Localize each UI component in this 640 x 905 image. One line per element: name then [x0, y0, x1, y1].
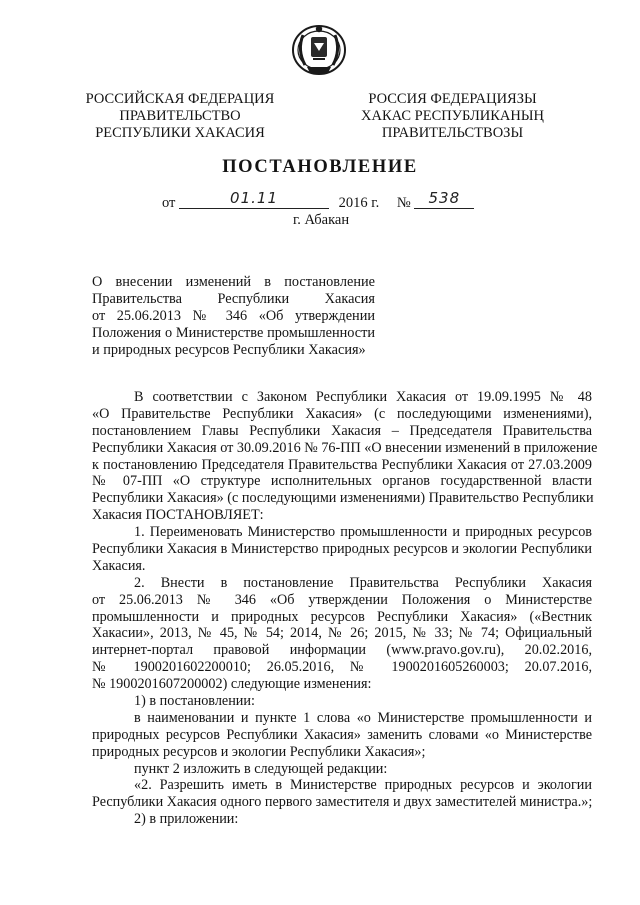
body-line: в наименовании и пункте 1 слова «о Министерстве промышленности и — [134, 709, 592, 726]
header-left-line: РЕСПУБЛИКИ ХАКАСИЯ — [95, 125, 265, 141]
body-line: № 07-ПП «О структуре исполнительных органов государственной власти — [92, 473, 592, 490]
header-right-line: РОССИЯ ФЕДЕРАЦИЯЗЫ — [368, 91, 537, 107]
body-line: от 25.06.2013 № 346 «Об утверждении Положения о Министерстве — [92, 591, 592, 608]
body-line: постановлением Главы Республики Хакасия – Председателя Правительства — [92, 422, 592, 439]
subject-line: и природных ресурсов Республики Хакасия» — [92, 342, 366, 358]
body-line: 2) в приложении: — [134, 811, 239, 828]
body-line: Республики Хакасия» (с последующими изменениями) Правительство Республики — [92, 490, 594, 507]
date-number-line — [162, 189, 474, 212]
city-label: г. Абакан — [293, 212, 350, 228]
header-left-line: ПРАВИТЕЛЬСТВО — [119, 108, 241, 124]
body-line: природных ресурсов и экологии Республики Хакасия»; — [92, 743, 426, 760]
subject-line: Правительства Республики Хакасия — [92, 291, 375, 307]
body-line: «О Правительстве Республики Хакасия» (с последующими изменениями), — [92, 405, 592, 422]
document-title: ПОСТАНОВЛЕНИЕ — [222, 157, 418, 177]
body-line: Хакасия. — [92, 557, 146, 574]
header-right-line: ХАКАС РЕСПУБЛИКАНЫҢ — [361, 108, 544, 124]
header-right-line: ПРАВИТЕЛЬСТВОЗЫ — [381, 125, 524, 141]
body-line: природных ресурсов Республики Хакасия» заменить словами «о Министерстве — [92, 726, 592, 743]
body-line: Республики Хакасия в Министерство природных ресурсов и экологии Республики — [92, 541, 592, 558]
body-line: Республики Хакасия одного первого заместителя и двух заместителей министра.»; — [92, 794, 593, 811]
body-text — [92, 389, 598, 828]
body-line: Хакасия ПОСТАНОВЛЯЕТ: — [92, 507, 264, 524]
body-line: промышленности и природных ресурсов Республики Хакасия» («Вестник — [92, 608, 592, 625]
body-line: Республики Хакасия от 30.09.2016 № 76-ПП «О внесении изменений в приложение — [92, 439, 598, 456]
body-line: № 1900201607200002) следующие изменения: — [92, 676, 372, 693]
date-field — [179, 189, 329, 209]
body-line: В соответствии с Законом Республики Хакасия от 19.09.1995 № 48 — [134, 389, 592, 405]
number-sign: № — [396, 195, 411, 211]
body-line: 1) в постановлении: — [134, 693, 255, 710]
header-left-block — [85, 91, 275, 142]
header-left-line: РОССИЙСКАЯ ФЕДЕРАЦИЯ — [85, 91, 275, 107]
subject-line: от 25.06.2013 № 346 «Об утверждении — [92, 308, 375, 324]
body-line: «2. Разрешить иметь в Министерстве природных ресурсов и экологии — [134, 777, 592, 794]
coat-of-arms-emblem — [287, 21, 351, 77]
body-line: к постановлению Председателя Правительства Республики Хакасия от 27.03.2009 — [92, 456, 592, 473]
body-line: интернет-портал правовой информации (www.pravo.gov.ru), 20.02.2016, — [92, 642, 592, 659]
subject-line: Положения о Министерстве промышленности — [92, 325, 375, 341]
body-line: пункт 2 изложить в следующей редакции: — [134, 760, 388, 777]
year-label: 2016 г. — [338, 195, 380, 211]
body-line: 2. Внести в постановление Правительства Республики Хакасия — [134, 574, 592, 591]
body-line: 1. Переименовать Министерство промышленности и природных ресурсов — [134, 524, 592, 541]
subject-line: О внесении изменений в постановление — [92, 274, 375, 290]
header-right-block — [345, 91, 560, 142]
subject-block — [92, 274, 375, 359]
body-line: Хакасии», 2013, № 45, № 54; 2014, № 26; 2015, № 33; № 74; Официальный — [92, 625, 592, 642]
date-prefix: от — [162, 195, 176, 211]
number-field — [414, 189, 474, 209]
handwritten-date: 01.11 — [230, 189, 278, 207]
handwritten-number: 538 — [428, 189, 461, 207]
body-line: № 1900201602200010; 26.05.2016, № 1900201605260003; 20.07.2016, — [92, 659, 592, 676]
